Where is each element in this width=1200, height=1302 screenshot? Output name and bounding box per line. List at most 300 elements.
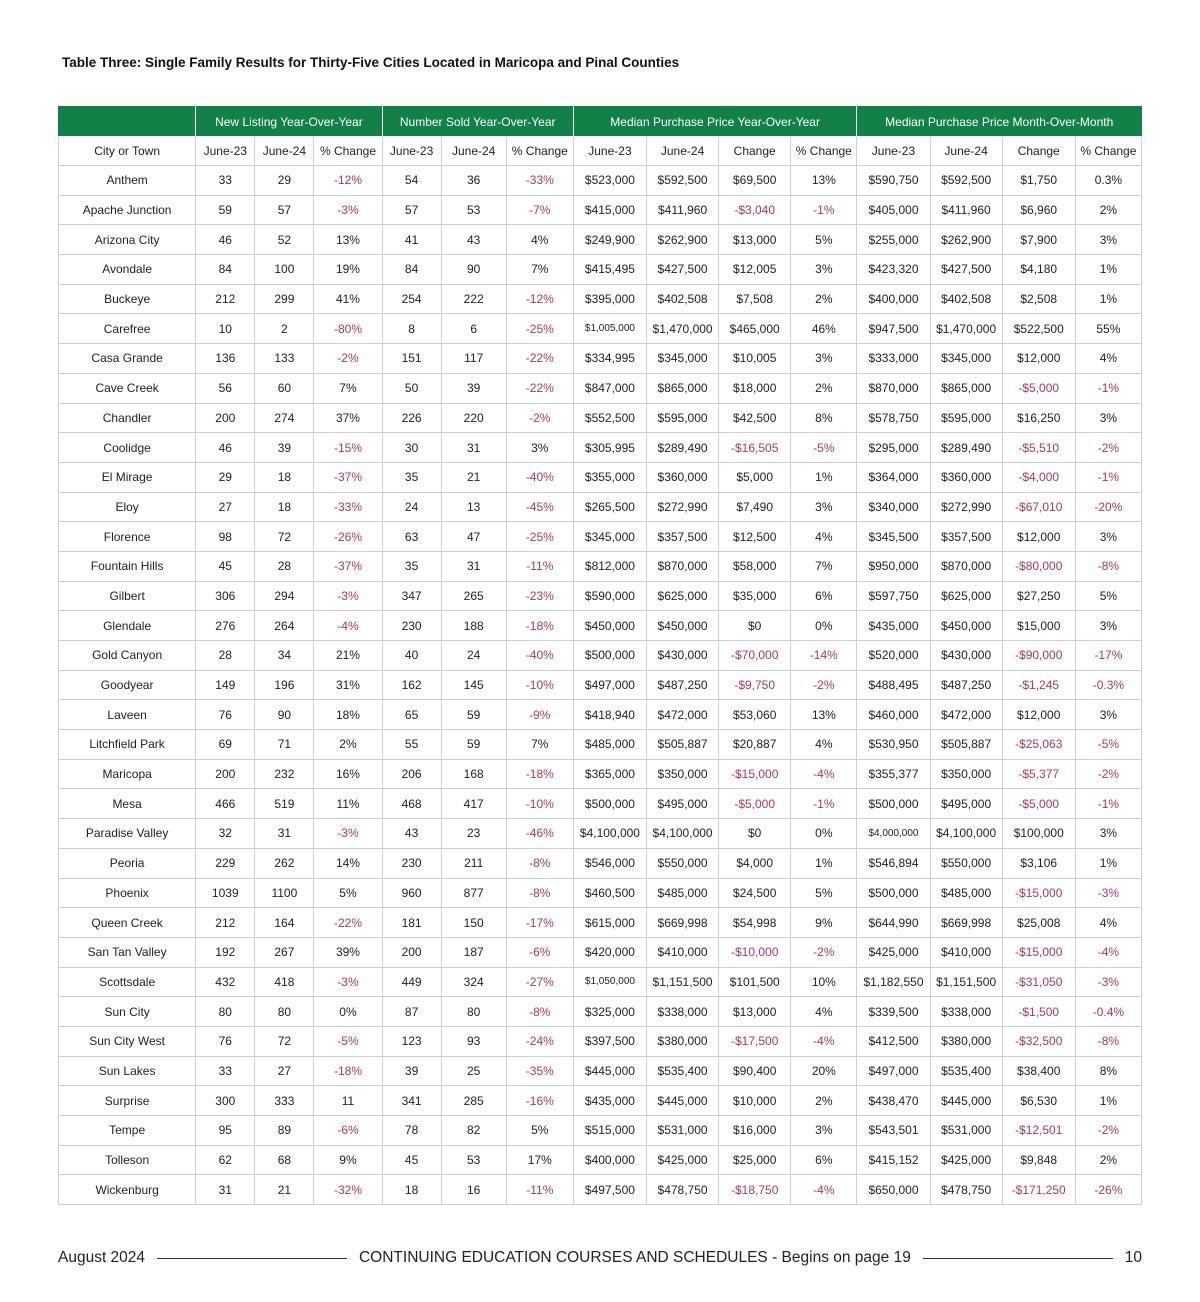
- table-cell: 46: [196, 433, 255, 463]
- city-name-cell: Glendale: [59, 611, 196, 641]
- table-cell: 449: [382, 967, 441, 997]
- table-cell: $1,750: [1002, 166, 1075, 196]
- table-cell: -32%: [314, 1175, 382, 1205]
- table-cell: 162: [382, 670, 441, 700]
- table-cell: 1%: [1075, 255, 1141, 285]
- table-cell: $4,000,000: [857, 819, 930, 849]
- table-cell: $1,050,000: [573, 967, 646, 997]
- table-cell: 0%: [791, 611, 857, 641]
- city-name-cell: Gilbert: [59, 581, 196, 611]
- city-name-cell: Anthem: [59, 166, 196, 196]
- table-cell: 466: [196, 789, 255, 819]
- table-cell: $4,100,000: [647, 819, 719, 849]
- table-cell: -12%: [314, 166, 382, 196]
- table-cell: 3%: [791, 344, 857, 374]
- table-cell: $495,000: [647, 789, 719, 819]
- city-name-cell: Litchfield Park: [59, 730, 196, 760]
- table-row: [59, 937, 1142, 967]
- table-cell: -$171,250: [1002, 1175, 1075, 1205]
- table-cell: -8%: [506, 878, 573, 908]
- table-cell: 200: [196, 759, 255, 789]
- table-cell: $380,000: [647, 1026, 719, 1056]
- table-cell: 3%: [791, 1116, 857, 1146]
- table-cell: $397,500: [573, 1026, 646, 1056]
- table-cell: -2%: [1075, 433, 1141, 463]
- table-cell: $20,887: [719, 730, 791, 760]
- table-cell: $415,152: [857, 1145, 930, 1175]
- table-cell: $870,000: [857, 373, 930, 403]
- table-cell: 80: [196, 997, 255, 1027]
- table-cell: -4%: [1075, 937, 1141, 967]
- table-cell: 418: [255, 967, 314, 997]
- table-cell: 3%: [1075, 522, 1141, 552]
- table-cell: $365,000: [573, 759, 646, 789]
- table-cell: 95: [196, 1116, 255, 1146]
- table-cell: 31: [196, 1175, 255, 1205]
- table-cell: $4,100,000: [573, 819, 646, 849]
- table-cell: $18,000: [719, 373, 791, 403]
- table-cell: 82: [441, 1116, 506, 1146]
- table-cell: $550,000: [647, 848, 719, 878]
- table-cell: 57: [255, 195, 314, 225]
- table-cell: -1%: [791, 789, 857, 819]
- table-cell: 0%: [791, 819, 857, 849]
- table-cell: 285: [441, 1086, 506, 1116]
- table-cell: 2%: [791, 1086, 857, 1116]
- column-header: June-23: [196, 137, 255, 166]
- column-header: % Change: [506, 137, 573, 166]
- table-cell: -$4,000: [1002, 462, 1075, 492]
- table-cell: -$12,501: [1002, 1116, 1075, 1146]
- table-cell: $592,500: [647, 166, 719, 196]
- table-cell: 31%: [314, 670, 382, 700]
- footer-date: August 2024: [58, 1249, 146, 1266]
- table-cell: $249,900: [573, 225, 646, 255]
- city-name-cell: El Mirage: [59, 462, 196, 492]
- table-cell: $27,250: [1002, 581, 1075, 611]
- table-cell: $644,990: [857, 908, 930, 938]
- table-cell: 69: [196, 730, 255, 760]
- table-cell: -$5,000: [1002, 789, 1075, 819]
- table-cell: -22%: [506, 373, 573, 403]
- table-cell: $500,000: [857, 878, 930, 908]
- table-cell: 206: [382, 759, 441, 789]
- table-cell: $289,490: [930, 433, 1002, 463]
- table-cell: 226: [382, 403, 441, 433]
- table-cell: 262: [255, 848, 314, 878]
- table-cell: 7%: [506, 730, 573, 760]
- table-cell: -20%: [1075, 492, 1141, 522]
- table-cell: -22%: [314, 908, 382, 938]
- column-header: June-24: [255, 137, 314, 166]
- table-cell: $7,508: [719, 284, 791, 314]
- table-cell: 267: [255, 937, 314, 967]
- table-row: [59, 284, 1142, 314]
- group-header-new-listing: New Listing Year-Over-Year: [196, 107, 382, 137]
- table-cell: -$15,000: [1002, 878, 1075, 908]
- table-cell: $0: [719, 611, 791, 641]
- table-cell: 32: [196, 819, 255, 849]
- table-cell: 72: [255, 1026, 314, 1056]
- table-row: [59, 433, 1142, 463]
- table-cell: 39: [255, 433, 314, 463]
- table-cell: $485,000: [930, 878, 1002, 908]
- city-name-cell: Fountain Hills: [59, 551, 196, 581]
- table-cell: $487,250: [647, 670, 719, 700]
- table-cell: $870,000: [930, 551, 1002, 581]
- table-cell: $272,990: [647, 492, 719, 522]
- table-cell: 57: [382, 195, 441, 225]
- table-cell: 59: [441, 700, 506, 730]
- table-cell: 0.3%: [1075, 166, 1141, 196]
- table-cell: $255,000: [857, 225, 930, 255]
- table-cell: -26%: [314, 522, 382, 552]
- table-cell: -10%: [506, 670, 573, 700]
- table-cell: 324: [441, 967, 506, 997]
- table-cell: -80%: [314, 314, 382, 344]
- table-cell: 0%: [314, 997, 382, 1027]
- table-row: [59, 462, 1142, 492]
- table-cell: $615,000: [573, 908, 646, 938]
- table-cell: 62: [196, 1145, 255, 1175]
- table-cell: $487,250: [930, 670, 1002, 700]
- table-cell: 93: [441, 1026, 506, 1056]
- table-cell: $35,000: [719, 581, 791, 611]
- table-cell: 3%: [1075, 225, 1141, 255]
- table-cell: 4%: [1075, 908, 1141, 938]
- table-cell: $13,000: [719, 225, 791, 255]
- table-cell: -$3,040: [719, 195, 791, 225]
- table-cell: -7%: [506, 195, 573, 225]
- group-header-blank: [59, 107, 196, 137]
- table-cell: $101,500: [719, 967, 791, 997]
- table-cell: 29: [196, 462, 255, 492]
- table-cell: -$10,000: [719, 937, 791, 967]
- table-cell: $410,000: [930, 937, 1002, 967]
- table-cell: $410,000: [647, 937, 719, 967]
- table-cell: 6: [441, 314, 506, 344]
- table-cell: $450,000: [930, 611, 1002, 641]
- table-row: [59, 492, 1142, 522]
- table-cell: $418,940: [573, 700, 646, 730]
- table-cell: $505,887: [930, 730, 1002, 760]
- table-cell: 2%: [1075, 195, 1141, 225]
- table-cell: $272,990: [930, 492, 1002, 522]
- table-cell: $595,000: [930, 403, 1002, 433]
- table-cell: -33%: [506, 166, 573, 196]
- table-cell: -$15,000: [719, 759, 791, 789]
- table-cell: -14%: [791, 641, 857, 671]
- table-row: [59, 730, 1142, 760]
- table-cell: $357,500: [930, 522, 1002, 552]
- table-cell: 37%: [314, 403, 382, 433]
- city-name-cell: San Tan Valley: [59, 937, 196, 967]
- table-cell: $289,490: [647, 433, 719, 463]
- table-cell: 24: [441, 641, 506, 671]
- table-cell: -$1,500: [1002, 997, 1075, 1027]
- table-cell: -3%: [314, 581, 382, 611]
- table-cell: -$18,750: [719, 1175, 791, 1205]
- table-cell: -$25,063: [1002, 730, 1075, 760]
- table-cell: $465,000: [719, 314, 791, 344]
- table-cell: 100: [255, 255, 314, 285]
- table-cell: -1%: [1075, 373, 1141, 403]
- table-row: [59, 225, 1142, 255]
- group-header-row: [59, 107, 1142, 137]
- table-cell: 65: [382, 700, 441, 730]
- city-name-cell: Sun City West: [59, 1026, 196, 1056]
- city-name-cell: Casa Grande: [59, 344, 196, 374]
- table-cell: $345,000: [573, 522, 646, 552]
- table-cell: -2%: [506, 403, 573, 433]
- table-cell: -12%: [506, 284, 573, 314]
- table-cell: $590,750: [857, 166, 930, 196]
- table-cell: 23: [441, 819, 506, 849]
- city-name-cell: Maricopa: [59, 759, 196, 789]
- table-cell: 151: [382, 344, 441, 374]
- table-cell: 1039: [196, 878, 255, 908]
- table-row: [59, 1116, 1142, 1146]
- table-cell: -0.3%: [1075, 670, 1141, 700]
- column-header: June-23: [573, 137, 646, 166]
- table-cell: 84: [382, 255, 441, 285]
- table-cell: 5%: [791, 878, 857, 908]
- table-cell: $550,000: [930, 848, 1002, 878]
- table-cell: 27: [196, 492, 255, 522]
- table-cell: $3,106: [1002, 848, 1075, 878]
- table-cell: 13%: [314, 225, 382, 255]
- table-cell: $435,000: [573, 1086, 646, 1116]
- table-cell: 468: [382, 789, 441, 819]
- table-cell: 46%: [791, 314, 857, 344]
- table-cell: $625,000: [930, 581, 1002, 611]
- table-cell: 7%: [791, 551, 857, 581]
- table-cell: $546,894: [857, 848, 930, 878]
- table-cell: 11: [314, 1086, 382, 1116]
- table-cell: 54: [382, 166, 441, 196]
- table-cell: 59: [196, 195, 255, 225]
- table-row: [59, 1086, 1142, 1116]
- table-cell: $360,000: [647, 462, 719, 492]
- table-cell: 25: [441, 1056, 506, 1086]
- city-name-cell: Carefree: [59, 314, 196, 344]
- table-cell: -3%: [314, 967, 382, 997]
- table-cell: -$80,000: [1002, 551, 1075, 581]
- table-cell: 4%: [791, 730, 857, 760]
- table-cell: $350,000: [930, 759, 1002, 789]
- table-cell: 90: [441, 255, 506, 285]
- table-cell: $12,005: [719, 255, 791, 285]
- column-header: June-23: [382, 137, 441, 166]
- table-cell: 3%: [791, 492, 857, 522]
- table-cell: $595,000: [647, 403, 719, 433]
- table-cell: 1%: [1075, 284, 1141, 314]
- table-cell: $334,995: [573, 344, 646, 374]
- city-name-cell: Queen Creek: [59, 908, 196, 938]
- table-cell: $578,750: [857, 403, 930, 433]
- table-cell: 6%: [791, 1145, 857, 1175]
- table-cell: 34: [255, 641, 314, 671]
- table-cell: $485,000: [647, 878, 719, 908]
- table-cell: 4%: [506, 225, 573, 255]
- table-cell: 200: [382, 937, 441, 967]
- table-cell: 1%: [1075, 848, 1141, 878]
- table-cell: 229: [196, 848, 255, 878]
- table-cell: $531,000: [647, 1116, 719, 1146]
- table-cell: -$15,000: [1002, 937, 1075, 967]
- table-cell: 9%: [791, 908, 857, 938]
- table-cell: -18%: [506, 611, 573, 641]
- table-cell: -$17,500: [719, 1026, 791, 1056]
- table-cell: -25%: [506, 522, 573, 552]
- table-cell: $497,000: [857, 1056, 930, 1086]
- table-cell: -8%: [506, 848, 573, 878]
- table-cell: $90,400: [719, 1056, 791, 1086]
- column-header: % Change: [314, 137, 382, 166]
- table-cell: $497,500: [573, 1175, 646, 1205]
- city-name-cell: Sun City: [59, 997, 196, 1027]
- table-cell: $12,000: [1002, 344, 1075, 374]
- table-cell: 13%: [791, 700, 857, 730]
- results-table: [58, 106, 1142, 1205]
- table-cell: $9,848: [1002, 1145, 1075, 1175]
- table-cell: 45: [382, 1145, 441, 1175]
- table-cell: $435,000: [857, 611, 930, 641]
- table-cell: $497,000: [573, 670, 646, 700]
- table-cell: $2,508: [1002, 284, 1075, 314]
- table-cell: -2%: [791, 937, 857, 967]
- table-cell: $262,900: [930, 225, 1002, 255]
- table-cell: -1%: [1075, 789, 1141, 819]
- city-name-cell: Arizona City: [59, 225, 196, 255]
- city-name-cell: Cave Creek: [59, 373, 196, 403]
- table-cell: $412,500: [857, 1026, 930, 1056]
- table-cell: -17%: [1075, 641, 1141, 671]
- table-cell: 35: [382, 462, 441, 492]
- table-cell: 84: [196, 255, 255, 285]
- table-cell: $523,000: [573, 166, 646, 196]
- table-cell: 35: [382, 551, 441, 581]
- table-cell: $500,000: [857, 789, 930, 819]
- table-cell: 306: [196, 581, 255, 611]
- table-cell: 4%: [791, 522, 857, 552]
- table-cell: 8%: [791, 403, 857, 433]
- table-cell: 28: [196, 641, 255, 671]
- table-cell: 117: [441, 344, 506, 374]
- table-cell: $357,500: [647, 522, 719, 552]
- table-cell: $520,000: [857, 641, 930, 671]
- table-row: [59, 373, 1142, 403]
- table-cell: $402,508: [930, 284, 1002, 314]
- table-cell: 16: [441, 1175, 506, 1205]
- table-cell: 13: [441, 492, 506, 522]
- table-cell: $338,000: [930, 997, 1002, 1027]
- table-cell: -5%: [1075, 730, 1141, 760]
- table-cell: 145: [441, 670, 506, 700]
- table-cell: 341: [382, 1086, 441, 1116]
- table-cell: 87: [382, 997, 441, 1027]
- table-row: [59, 641, 1142, 671]
- table-cell: $0: [719, 819, 791, 849]
- footer-page-number: 10: [1124, 1249, 1143, 1266]
- table-cell: 72: [255, 522, 314, 552]
- table-cell: -35%: [506, 1056, 573, 1086]
- table-cell: 16%: [314, 759, 382, 789]
- table-cell: 212: [196, 908, 255, 938]
- table-cell: $650,000: [857, 1175, 930, 1205]
- table-cell: -16%: [506, 1086, 573, 1116]
- table-cell: -$70,000: [719, 641, 791, 671]
- table-cell: -37%: [314, 551, 382, 581]
- table-cell: $430,000: [647, 641, 719, 671]
- table-cell: $1,470,000: [930, 314, 1002, 344]
- table-row: [59, 670, 1142, 700]
- table-cell: -2%: [314, 344, 382, 374]
- table-cell: -46%: [506, 819, 573, 849]
- table-row: [59, 967, 1142, 997]
- table-cell: 274: [255, 403, 314, 433]
- table-cell: 17%: [506, 1145, 573, 1175]
- table-cell: -45%: [506, 492, 573, 522]
- table-cell: 299: [255, 284, 314, 314]
- table-cell: $445,000: [930, 1086, 1002, 1116]
- table-cell: -33%: [314, 492, 382, 522]
- table-cell: -2%: [1075, 1116, 1141, 1146]
- table-cell: $16,000: [719, 1116, 791, 1146]
- table-cell: $355,000: [573, 462, 646, 492]
- table-body: [59, 166, 1142, 1205]
- table-cell: 21: [441, 462, 506, 492]
- table-cell: $400,000: [573, 1145, 646, 1175]
- table-cell: 294: [255, 581, 314, 611]
- column-header: June-24: [930, 137, 1002, 166]
- table-cell: 41%: [314, 284, 382, 314]
- table-cell: 45: [196, 551, 255, 581]
- table-cell: $535,400: [647, 1056, 719, 1086]
- table-cell: -3%: [314, 819, 382, 849]
- table-cell: $592,500: [930, 166, 1002, 196]
- table-cell: 164: [255, 908, 314, 938]
- table-cell: $552,500: [573, 403, 646, 433]
- table-cell: 13%: [791, 166, 857, 196]
- table-cell: 20%: [791, 1056, 857, 1086]
- table-cell: 877: [441, 878, 506, 908]
- table-cell: 33: [196, 166, 255, 196]
- table-cell: 4%: [1075, 344, 1141, 374]
- table-cell: 63: [382, 522, 441, 552]
- table-cell: $438,470: [857, 1086, 930, 1116]
- table-cell: -$5,377: [1002, 759, 1075, 789]
- table-cell: $420,000: [573, 937, 646, 967]
- city-name-cell: Coolidge: [59, 433, 196, 463]
- table-cell: -3%: [314, 195, 382, 225]
- table-cell: 68: [255, 1145, 314, 1175]
- table-cell: 71: [255, 730, 314, 760]
- table-cell: -18%: [314, 1056, 382, 1086]
- column-header-row: [59, 137, 1142, 166]
- table-cell: 432: [196, 967, 255, 997]
- table-cell: -$9,750: [719, 670, 791, 700]
- table-cell: 33: [196, 1056, 255, 1086]
- table-cell: 2%: [791, 373, 857, 403]
- table-cell: $7,900: [1002, 225, 1075, 255]
- table-cell: 149: [196, 670, 255, 700]
- table-cell: $415,495: [573, 255, 646, 285]
- table-cell: -4%: [791, 759, 857, 789]
- table-cell: $445,000: [573, 1056, 646, 1086]
- table-cell: 3%: [1075, 819, 1141, 849]
- table-row: [59, 255, 1142, 285]
